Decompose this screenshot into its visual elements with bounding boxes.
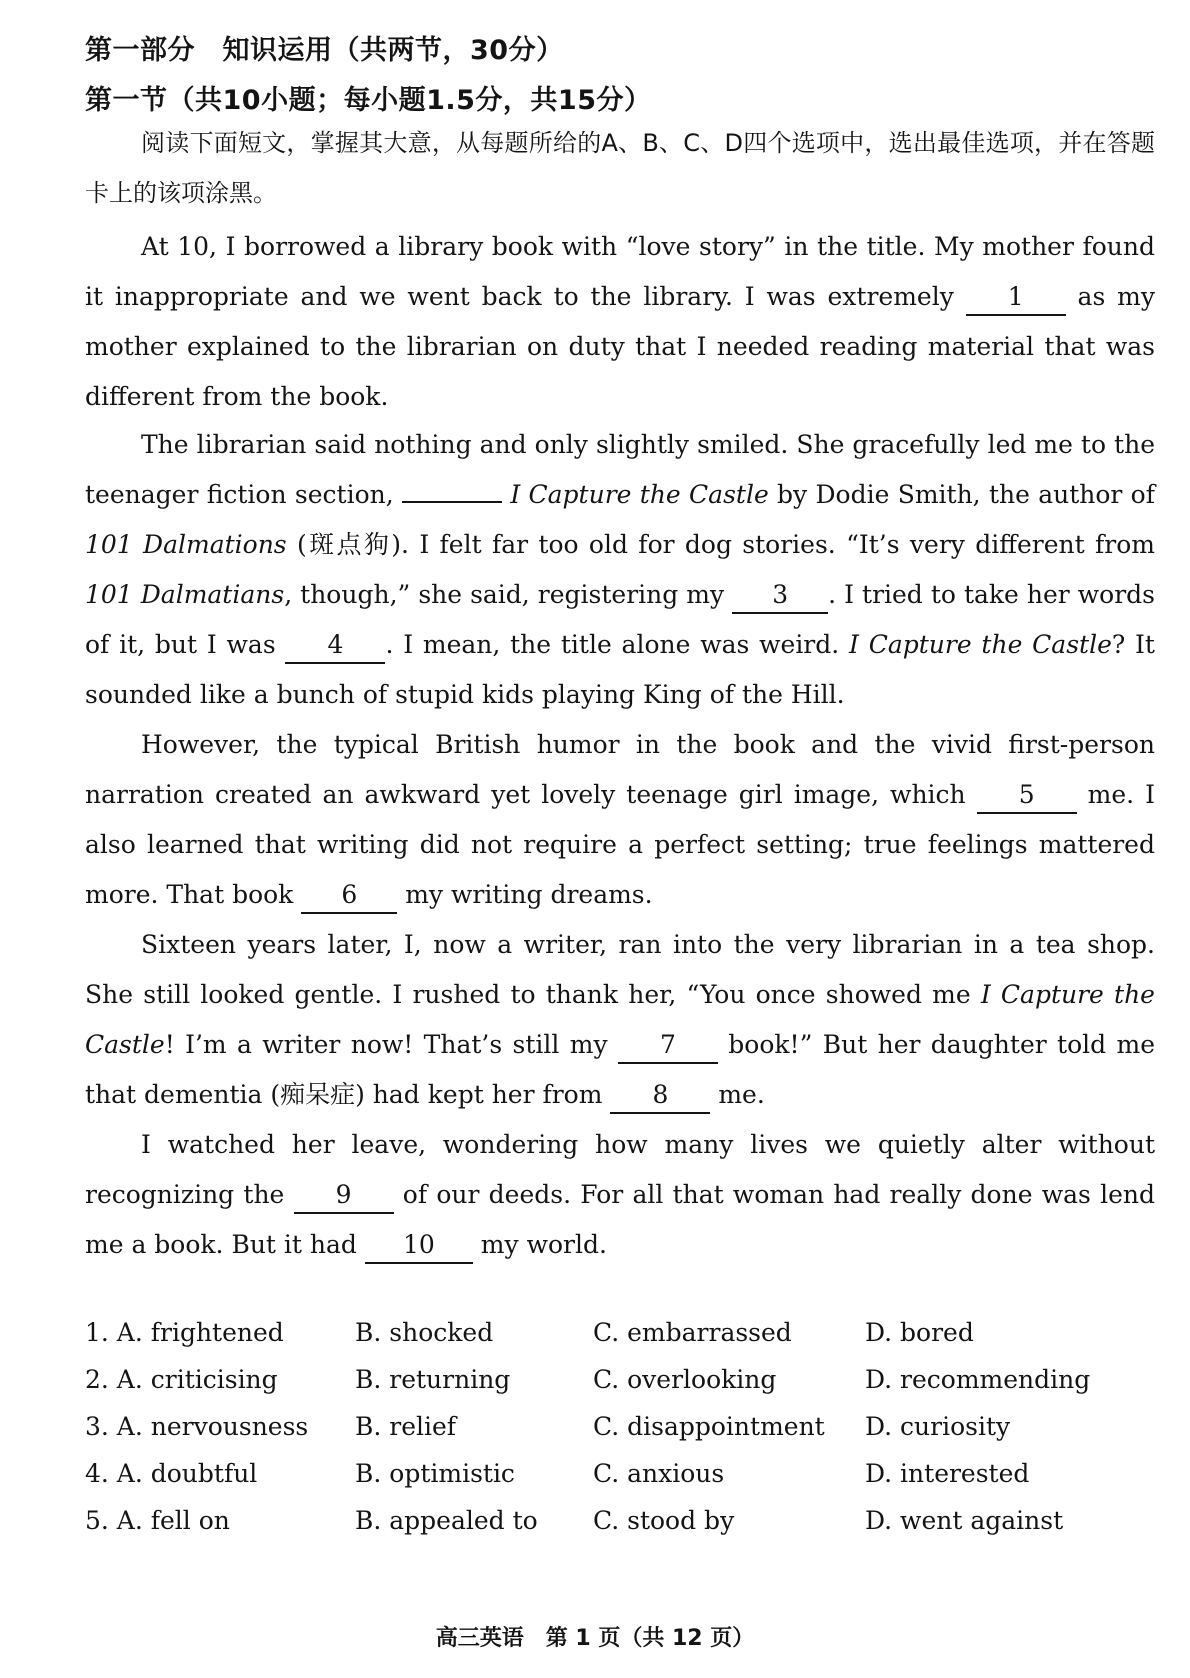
option-d: D. recommending (865, 1365, 1091, 1394)
text: as my mother explained to the librarian on duty that I needed reading material that was different from the book. (85, 282, 1155, 411)
text: my world. (472, 1230, 607, 1259)
option-c: C. stood by (593, 1506, 735, 1535)
question-1-options (85, 1318, 1155, 1365)
text: ! I’m a writer now! That’s still my (164, 1030, 618, 1059)
text: book!” But her daughter told me that dementia (痴呆症) had kept her from (85, 1030, 1156, 1109)
blank-2 (402, 501, 502, 503)
option-b: B. optimistic (355, 1459, 515, 1488)
passage-paragraph-3 (85, 720, 1155, 920)
text: of our deeds. For all that woman had really done was lend me a book. But it had (85, 1180, 1155, 1259)
blank-8: 8 (610, 1078, 710, 1114)
blank-3: 3 (732, 578, 828, 614)
blank-5: 5 (977, 778, 1077, 814)
option-a: 4. A. doubtful (85, 1459, 258, 1488)
book-title: I Capture the Castle (510, 480, 769, 509)
passage-paragraph-5 (85, 1120, 1155, 1270)
option-b: B. relief (355, 1412, 457, 1441)
page-footer: 高三英语 第 1 页（共 12 页） (435, 1626, 755, 1651)
blank-10: 10 (365, 1228, 473, 1264)
passage-paragraph-2 (85, 420, 1155, 720)
subsection-title: 第一节（共10小题；每小题1.5分，共15分） (85, 85, 652, 116)
option-c: C. embarrassed (593, 1318, 792, 1347)
text: Sixteen years later, I, now a writer, ran into the very librarian in a tea shop. She still looked gentle. I rushed to thank her, “You once showed me (85, 930, 1155, 1009)
text: ? It sounded like a bunch of stupid kids playing King of the Hill. (85, 630, 1155, 709)
option-c: C. anxious (593, 1459, 725, 1488)
passage-paragraph-1 (85, 222, 1155, 422)
section-title: 第一部分 知识运用（共两节，30分） (85, 35, 564, 66)
option-a: 2. A. criticising (85, 1365, 278, 1394)
option-d: D. went against (865, 1506, 1064, 1535)
answer-options (85, 1318, 1155, 1553)
option-d: D. interested (865, 1459, 1030, 1488)
text: me. I also learned that writing did not require a perfect setting; true feelings mattered more. That book (85, 780, 1156, 909)
passage-paragraph-4 (85, 920, 1155, 1120)
option-b: B. returning (355, 1365, 511, 1394)
text: I watched her leave, wondering how many lives we quietly alter without recognizing the (85, 1130, 1155, 1209)
blank-9: 9 (294, 1178, 394, 1214)
text: me. (710, 1080, 765, 1109)
question-3-options (85, 1412, 1155, 1459)
text: . I mean, the title alone was weird. (385, 630, 850, 659)
text: However, the typical British humor in the book and the vivid first-person narration created an awkward yet lovely teenage girl image, which (85, 730, 1155, 809)
option-a: 5. A. fell on (85, 1506, 230, 1535)
book-title: I Capture the Castle (849, 630, 1112, 659)
book-title: 101 Dalmations (85, 530, 287, 559)
text: by Dodie Smith, the author of (768, 480, 1155, 509)
blank-6: 6 (301, 878, 397, 914)
option-b: B. shocked (355, 1318, 494, 1347)
text: , though,” she said, registering my (284, 580, 733, 609)
text: The librarian said nothing and only slightly smiled. She gracefully led me to the teenager fiction section, (85, 430, 1155, 509)
book-title: I Capture the Castle (85, 980, 1155, 1059)
text: . I tried to take her words of it, but I was (85, 580, 1155, 659)
book-title: 101 Dalmatians (85, 580, 285, 609)
option-a: 3. A. nervousness (85, 1412, 309, 1441)
question-2-options (85, 1365, 1155, 1412)
option-a: 1. A. frightened (85, 1318, 284, 1347)
question-5-options (85, 1506, 1155, 1553)
option-b: B. appealed to (355, 1506, 538, 1535)
blank-1: 1 (966, 280, 1066, 316)
option-c: C. disappointment (593, 1412, 825, 1441)
blank-7: 7 (618, 1028, 718, 1064)
option-c: C. overlooking (593, 1365, 777, 1394)
blank-4: 4 (285, 628, 385, 664)
text: (斑点狗). I felt far too old for dog stories. “It’s very different from (286, 530, 1155, 559)
text: At 10, I borrowed a library book with “love story” in the title. My mother found it inappropriate and we went back to the library. I was extremely (85, 232, 1155, 311)
option-d: D. curiosity (865, 1412, 1011, 1441)
text: my writing dreams. (397, 880, 653, 909)
instructions: 阅读下面短文，掌握其大意，从每题所给的A、B、C、D四个选项中，选出最佳选项，并在答题卡上的该项涂黑。 (85, 129, 1155, 207)
option-d: D. bored (865, 1318, 974, 1347)
question-4-options (85, 1459, 1155, 1506)
